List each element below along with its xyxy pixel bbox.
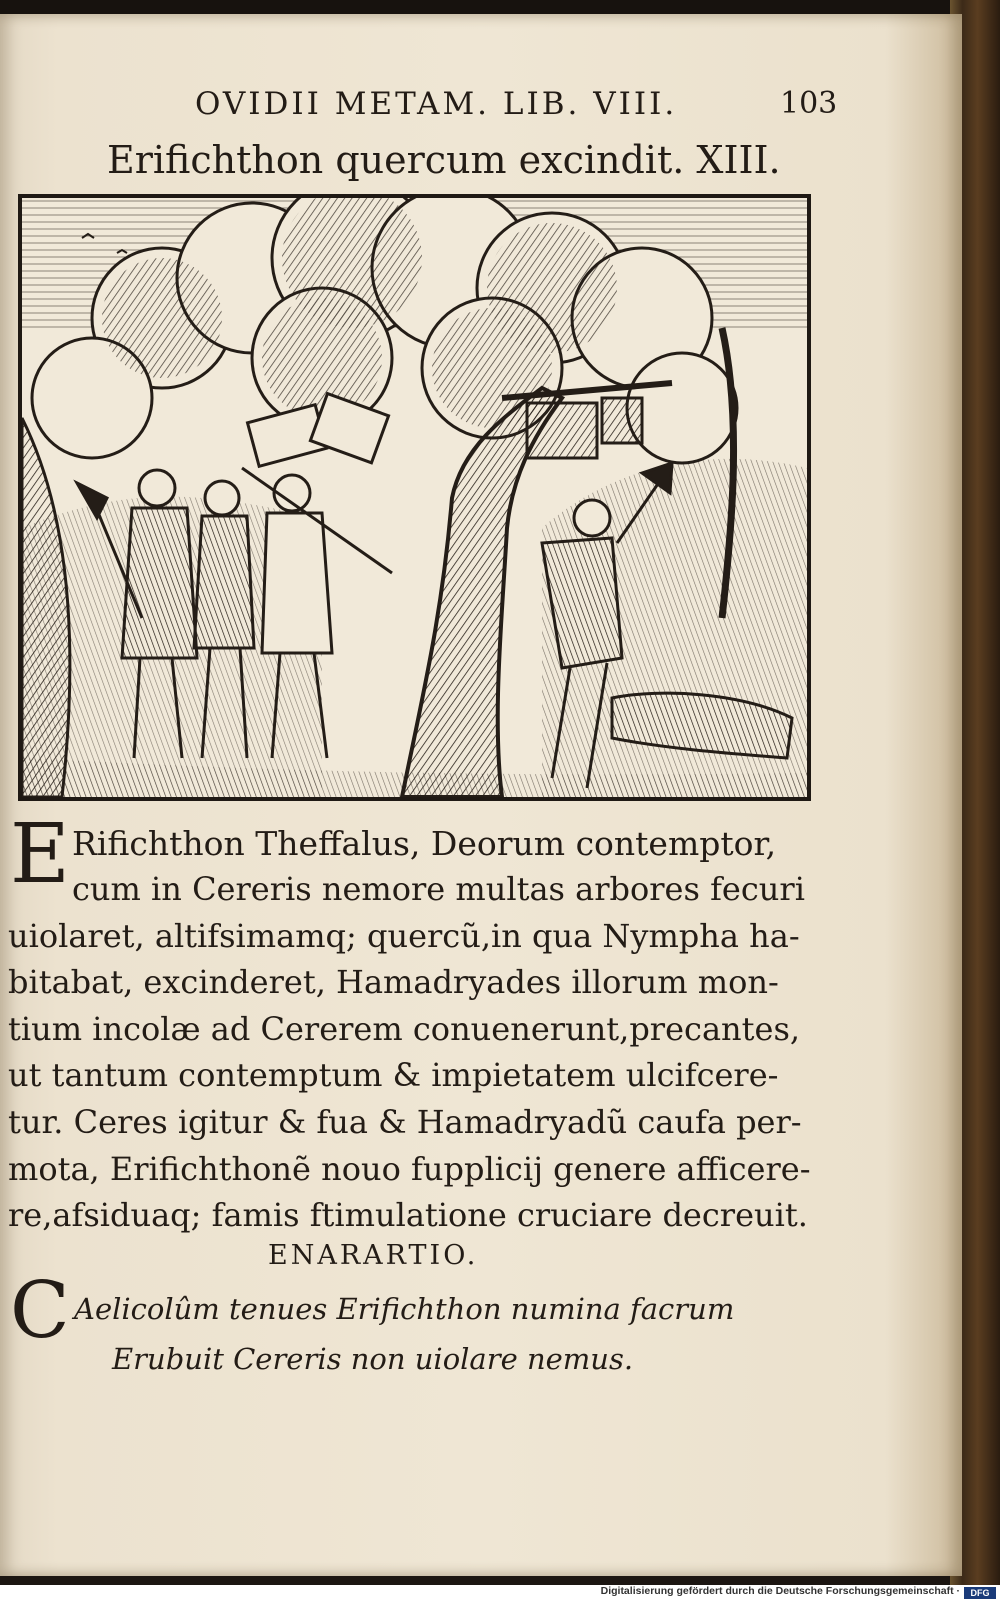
prose-body: [8, 866, 813, 1239]
running-head: OVIDII METAM. LIB. VIII.: [195, 86, 678, 122]
page-number: 103: [780, 86, 838, 121]
enarratio-heading: ENARARTIO.: [268, 1240, 479, 1271]
verse-drop-initial: C: [10, 1266, 70, 1356]
prose-line: uiolaret, altifsimamq; quercũ,in qua Nympha ha-: [8, 916, 800, 955]
woodcut-illustration: [18, 194, 811, 801]
prose-line: tium incolæ ad Cererem conuenerunt,precantes,: [8, 1009, 801, 1048]
footer-credit: Digitalisierung gefördert durch die Deutsche Forschungsgemeinschaft ·: [600, 1585, 960, 1597]
drop-initial: E: [10, 807, 70, 902]
book-page: [0, 14, 962, 1576]
prose-line: ut tantum contemptum & impietatem ulcifcere-: [8, 1056, 779, 1095]
verse-line: Erubuit Cereris non uiolare nemus.: [112, 1342, 634, 1376]
prose-line: cum in Cereris nemore multas arbores fecuri: [72, 870, 805, 908]
verse-block: [74, 1284, 734, 1384]
plate-title: Erifichthon quercum excindit. XIII.: [107, 138, 781, 182]
dfg-logo-icon: DFG: [964, 1587, 996, 1599]
prose-line: bitabat, excinderet, Hamadryades illorum mon-: [8, 963, 779, 1002]
woodcut-illustration-icon: [22, 198, 807, 797]
prose-first-line: Rifichthon Theffalus, Deorum contemptor,: [72, 824, 777, 863]
verse-line: Aelicolûm tenues Erifichthon numina facrum: [74, 1292, 735, 1326]
prose-line: re,afsiduaq; famis ftimulatione cruciare decreuit.: [8, 1196, 808, 1235]
scan-top-edge: [0, 0, 1000, 14]
prose-line: mota, Erifichthonẽ nouo fupplicij genere afficere-: [8, 1149, 811, 1188]
prose-line: tur. Ceres igitur & fua & Hamadryadũ caufa per-: [8, 1102, 802, 1141]
digitization-footer: [0, 1585, 1000, 1601]
